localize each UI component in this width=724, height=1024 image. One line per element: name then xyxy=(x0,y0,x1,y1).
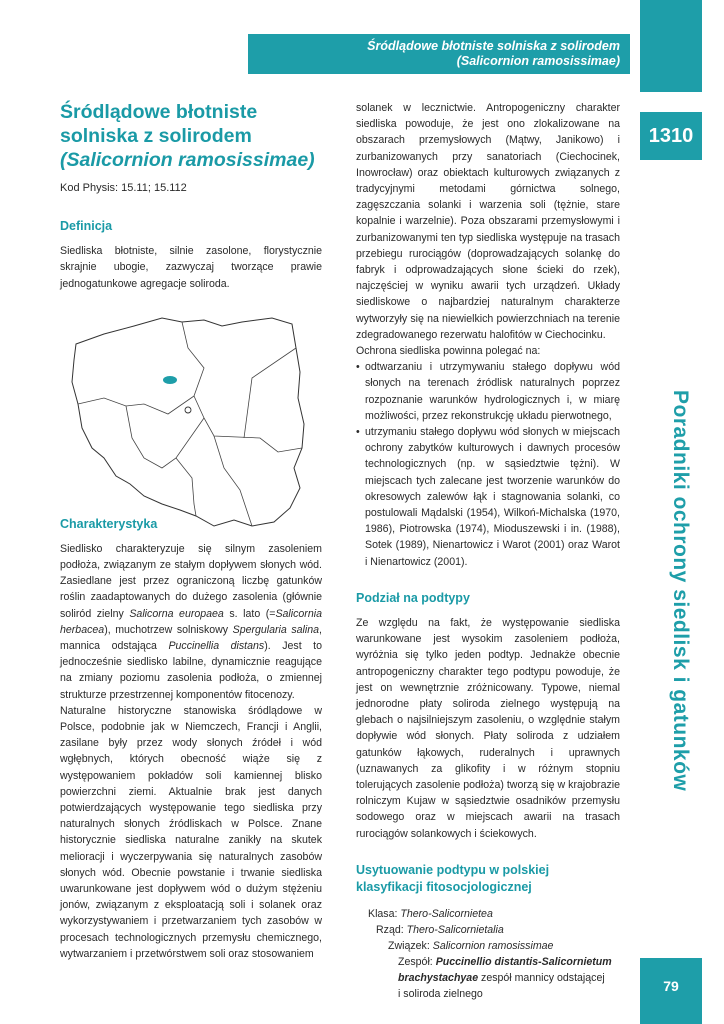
podzial-heading: Podział na podtypy xyxy=(356,590,470,605)
page-title-line1: Śródlądowe błotniste xyxy=(60,101,258,123)
header-title-line1: Śródlądowe błotniste solniska z solirodem xyxy=(367,39,620,53)
series-title-vertical: Poradniki ochrony siedlisk i gatunków xyxy=(669,390,692,792)
zespol-row: Zespół: Puccinellio distantis-Salicornietum brachystachyae zespół mannicy odstającej i soliroda zielnego xyxy=(398,955,612,1000)
podzial-text: Ze względu na fakt, że występowanie siedliska warunkowane jest wysokim zasoleniem podłoża, wyróżnia się tylko jeden podtyp. Jednakże obecnie antropogeniczny charakter tego podtypu powoduje, że jest on wewnętrznie zróżnicowany. Typowe, niemal jednorodne płaty soliroda zielnego występują na glebach o najsilniejszym zasoleniu, o względnie stałym dopływie wód słonych. Płaty soliroda z udziałem gatunków łąkowych, ruderalnych i uprawnych (uznawanych za glikofity i w różnym stopniu tolerujących zasolenie podłoża) tworzą się w krajobrazie rolniczym Kujaw w sąsiedztwie osadników przemysłu sodowego oraz w miejscach awarii na trasach rurociągów solankowych i ściekowych. xyxy=(356,616,620,840)
page-title xyxy=(60,100,322,172)
habitat-occurrence-marker xyxy=(163,376,177,384)
region-border xyxy=(214,436,252,526)
phytosociology-hierarchy xyxy=(356,906,620,1002)
region-border xyxy=(176,458,196,516)
charakterystyka-p2-continued: solanek w lecznictwie. Antropogeniczny charakter siedliska powoduje, że jest ono zlokalizowane na obszarach przemysłowych (Mątwy, Janikowo) i zurbanizowanych przy sanatoriach (Ciechocinek, Inowrocław) oraz obiektach kulturowych związanych z tradycyjnymi metodami górnictwa solnego, zagęszczania solanki i warzenia soli (tężnie, stare kopalnie i warzelnie). Poza obszarami przemysłowymi i zurbanizowanymi ten typ siedliska występuje na trasach przebiegu rurociągów (doprowadzających solankę do fabryk i odprowadzających słone ścieki do rzek), najczęściej w wyniku awarii tych urządzeń. Układy siedliskowe o najbardziej naturalnym charakterze wytworzyły się na niewielkich powierzchniach na terenie zdegradowanego rezerwatu halofitów w Ciechocinku. xyxy=(356,102,620,341)
right-column xyxy=(356,100,620,1002)
klasa-row: Klasa: Thero-Salicornietea xyxy=(368,907,493,920)
list-item: • utrzymaniu stałego dopływu wód słonych w miejscach ochrony zabytków kulturowych i dawnych procesów technologicznych (np. w sąsiedztwie tężni). W miejscach tych zalecane jest tworzenie warunków do okresowych zalewów łąk i stagnowania solanki, co postulowali Mądalski (1954), Wilkoń-Michalska (1970, 1986), Piotrowska (1974), Mioduszewski i in. (1988), Sotek (1989), Nienartowicz i Warot (2001) oraz Warot i Nienartowicz (2001). xyxy=(356,424,620,570)
ochrona-intro: Ochrona siedliska powinna polegać na: xyxy=(356,345,541,358)
definicja-text: Siedliska błotniste, silnie zasolone, florystycznie skrajnie ubogie, zazwyczaj tworzące prawie jednogatunkowe agregacje soliroda. xyxy=(60,245,322,290)
page-number: 79 xyxy=(640,958,702,1024)
page-title-line2: solniska z solirodem xyxy=(60,125,252,147)
header-bar xyxy=(248,34,630,74)
side-strip-top xyxy=(640,0,702,92)
zwiazek-row: Związek: Salicornion ramosissimae xyxy=(388,939,554,952)
region-border xyxy=(78,396,194,414)
region-border xyxy=(126,406,204,468)
usytuowanie-heading: Usytuowanie podtypu w polskiej klasyfikacji fitosocjologicznej xyxy=(356,862,550,894)
definicja-heading: Definicja xyxy=(60,219,113,234)
region-border xyxy=(182,322,302,452)
charakterystyka-p1: Siedlisko charakteryzuje się silnym zasoleniem podłoża, związanym ze stałym dopływem słonych wód. Zasiedlane jest przez ograniczoną liczbę gatunków roślin zaadaptowanych do dużego zasolenia (głównie soliród zielny Salicorna europaea s. lato (=Salicornia herbacea), muchotrzew solniskowy Spergularia salina, mannica odstająca Puccinellia distans). Jest to jednocześnie siedlisko labilne, dynamicznie reagujące na zmiany poziomu zasolenia podłoża, o zmiennej strukturze przestrzennej komponentów fitocenozy. xyxy=(60,542,322,701)
habitat-code-badge: 1310 xyxy=(640,112,702,160)
habitat-historical-marker xyxy=(185,407,191,413)
region-border xyxy=(244,348,296,438)
physis-code: Kod Physis: 15.11; 15.112 xyxy=(60,182,187,194)
charakterystyka-heading: Charakterystyka xyxy=(60,516,158,531)
header-title-line2: (Salicornion ramosissimae) xyxy=(456,54,620,68)
rzad-row: Rząd: Thero-Salicornietalia xyxy=(376,923,504,936)
list-item: • odtwarzaniu i utrzymywaniu stałego dopływu wód słonych na terenach źródlisk naturalnych poprzez rozpoznanie warunków hydrologicznych i, w miarę możliwości, przez rekonstrukcję układu pierwotnego, xyxy=(356,359,620,424)
page-title-line3: (Salicornion ramosissimae) xyxy=(60,149,315,171)
charakterystyka-p2: Naturalne historyczne stanowiska śródlądowe w Polsce, podobnie jak w Niemczech, Francji i Anglii, zasilane były przez wody słonych źródeł i wód wgłębnych, których obecność wiąże się z występowaniem pokładów soli kamiennej blisko powierzchni ziemi. Aktualnie brak jest danych potwierdzających występowanie tego siedliska przy naturalnych słonych źródliskach w Polsce. Znane historycznie siedliska naturalne zanikły na skutek melioracji i wyczerpywania się naturalnych zasobów słonych wód. Obecnie powstanie i trwanie siedliska uwarunkowane jest dopływem wód o dużym stężeniu jonów, związanym z eksploatacją soli i solanek oraz wykorzystywaniem i przetwarzaniem tych zasobów w procesach technologicznych przemysłu chemicznego, wytwarzaniem i przetwórstwem soli oraz stosowaniem xyxy=(60,704,322,960)
poland-distribution-map xyxy=(64,308,310,538)
poland-outline xyxy=(72,318,304,526)
